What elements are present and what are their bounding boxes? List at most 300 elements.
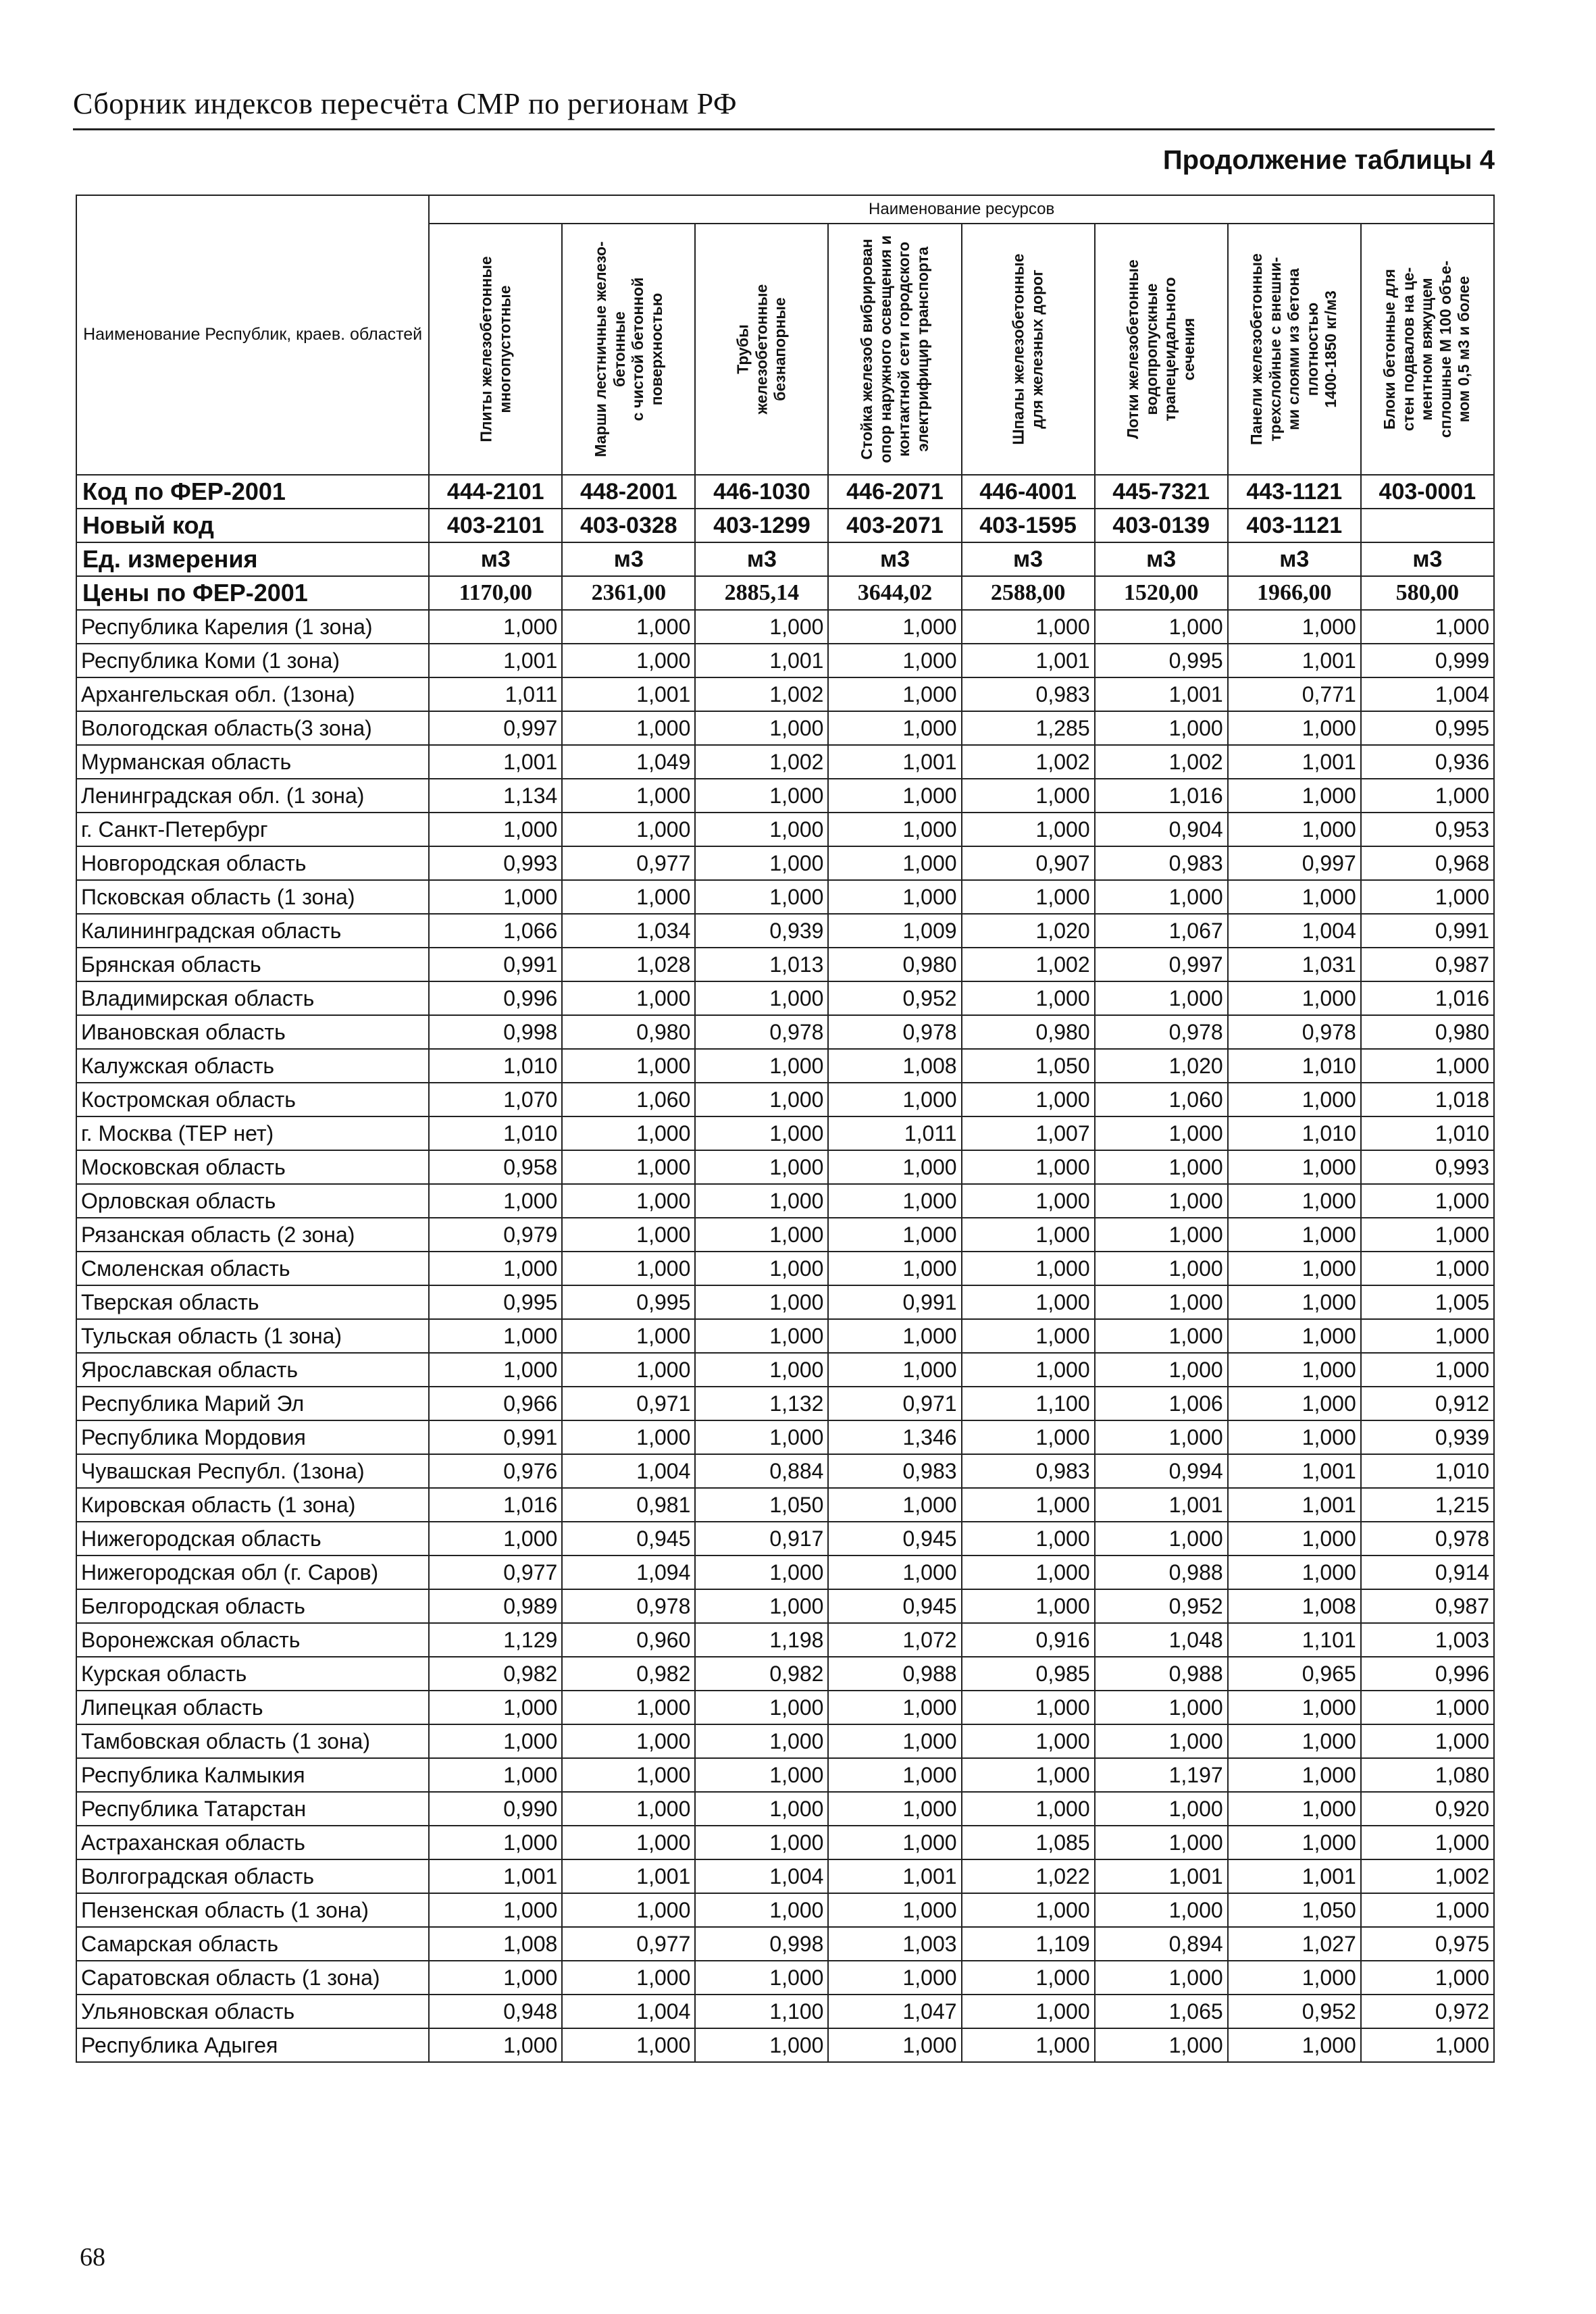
index-value: 0,939 bbox=[1361, 1420, 1494, 1454]
index-value: 1,049 bbox=[562, 745, 695, 779]
index-value: 0,991 bbox=[429, 1420, 562, 1454]
index-value: 1,000 bbox=[429, 1184, 562, 1218]
index-value: 1,000 bbox=[962, 1319, 1095, 1353]
index-value: 1,000 bbox=[1361, 1826, 1494, 1859]
index-value: 1,000 bbox=[1361, 1319, 1494, 1353]
index-value: 1,034 bbox=[562, 914, 695, 948]
index-value: 1,000 bbox=[1095, 1319, 1228, 1353]
index-value: 1,002 bbox=[962, 948, 1095, 981]
table-row bbox=[76, 1826, 1494, 1859]
index-value: 1,000 bbox=[962, 1420, 1095, 1454]
index-value: 1,008 bbox=[1228, 1589, 1361, 1623]
index-value: 1,000 bbox=[828, 1252, 961, 1285]
index-value: 0,978 bbox=[828, 1015, 961, 1049]
index-value: 1,101 bbox=[1228, 1623, 1361, 1657]
table-row bbox=[76, 1792, 1494, 1826]
index-value: 1,010 bbox=[429, 1049, 562, 1083]
index-value: 1,000 bbox=[828, 1150, 961, 1184]
resource-name: Блоки бетонные для стен подвалов на це- ментном вяжущем сплошные М 100 объе- мом 0,5 м3 и более bbox=[1381, 260, 1473, 438]
resource-name: Стойка железоб вибрирован опор наружного освещения и контактной сети городского электрифицир транспорта bbox=[857, 235, 931, 463]
index-value: 1,000 bbox=[429, 1353, 562, 1387]
table-row bbox=[76, 1049, 1494, 1083]
index-value: 0,995 bbox=[1361, 711, 1494, 745]
new-code-cell: 403-2101 bbox=[429, 509, 562, 542]
index-value: 0,771 bbox=[1228, 677, 1361, 711]
index-value: 0,971 bbox=[828, 1387, 961, 1420]
region-name: Ивановская область bbox=[76, 1015, 429, 1049]
index-value: 1,000 bbox=[828, 610, 961, 644]
resource-name: Трубы железобетонные безнапорные bbox=[733, 284, 789, 415]
index-value: 0,991 bbox=[429, 948, 562, 981]
index-value: 0,912 bbox=[1361, 1387, 1494, 1420]
index-value: 1,000 bbox=[1228, 1826, 1361, 1859]
index-value: 1,000 bbox=[695, 1826, 828, 1859]
new-code-cell: 403-0328 bbox=[562, 509, 695, 542]
index-value: 1,005 bbox=[1361, 1285, 1494, 1319]
index-value: 1,000 bbox=[1361, 1184, 1494, 1218]
fer-code-cell: 443-1121 bbox=[1228, 475, 1361, 509]
index-value: 1,000 bbox=[562, 1049, 695, 1083]
table-row bbox=[76, 1083, 1494, 1116]
index-value: 1,000 bbox=[962, 1522, 1095, 1555]
index-value: 1,001 bbox=[1228, 644, 1361, 677]
region-name: Московская область bbox=[76, 1150, 429, 1184]
index-value: 1,000 bbox=[562, 880, 695, 914]
index-value: 0,983 bbox=[962, 1454, 1095, 1488]
index-value: 1,000 bbox=[695, 1218, 828, 1252]
region-name: Новгородская область bbox=[76, 846, 429, 880]
resource-column-header bbox=[962, 224, 1095, 475]
index-value: 1,001 bbox=[1228, 1454, 1361, 1488]
index-value: 1,000 bbox=[695, 1758, 828, 1792]
region-name: Владимирская область bbox=[76, 981, 429, 1015]
table-row bbox=[76, 1927, 1494, 1961]
region-name: Нижегородская обл (г. Саров) bbox=[76, 1555, 429, 1589]
index-value: 0,948 bbox=[429, 1995, 562, 2028]
index-value: 1,000 bbox=[695, 1724, 828, 1758]
index-value: 1,002 bbox=[962, 745, 1095, 779]
header-rule bbox=[73, 128, 1495, 130]
region-name: Архангельская обл. (1зона) bbox=[76, 677, 429, 711]
index-value: 0,996 bbox=[429, 981, 562, 1015]
index-value: 1,004 bbox=[1361, 677, 1494, 711]
index-value: 1,000 bbox=[1228, 1724, 1361, 1758]
index-value: 0,904 bbox=[1095, 813, 1228, 846]
index-value: 1,065 bbox=[1095, 1995, 1228, 2028]
index-value: 1,016 bbox=[1095, 779, 1228, 813]
index-value: 1,000 bbox=[1095, 1420, 1228, 1454]
index-value: 0,936 bbox=[1361, 745, 1494, 779]
index-value: 1,031 bbox=[1228, 948, 1361, 981]
table-row bbox=[76, 914, 1494, 948]
index-value: 0,971 bbox=[562, 1387, 695, 1420]
index-value: 1,000 bbox=[562, 1758, 695, 1792]
index-value: 1,001 bbox=[1095, 1859, 1228, 1893]
index-value: 1,000 bbox=[1228, 1387, 1361, 1420]
index-value: 1,028 bbox=[562, 948, 695, 981]
index-value: 1,000 bbox=[962, 1218, 1095, 1252]
index-value: 1,002 bbox=[695, 745, 828, 779]
index-value: 1,000 bbox=[1361, 2028, 1494, 2062]
index-value: 1,001 bbox=[1228, 745, 1361, 779]
resource-name: Шпалы железобетонные для железных дорог bbox=[1009, 253, 1046, 445]
regional-index-table bbox=[76, 195, 1495, 2063]
index-value: 0,990 bbox=[429, 1792, 562, 1826]
index-value: 0,995 bbox=[429, 1285, 562, 1319]
index-value: 1,000 bbox=[429, 1826, 562, 1859]
price-cell: 1520,00 bbox=[1095, 576, 1228, 610]
table-row bbox=[76, 1015, 1494, 1049]
region-name: Брянская область bbox=[76, 948, 429, 981]
page-header: Сборник индексов пересчёта СМР по регионам РФ bbox=[73, 87, 738, 120]
region-name: Республика Марий Эл bbox=[76, 1387, 429, 1420]
index-value: 1,000 bbox=[962, 1893, 1095, 1927]
price-cell: 2885,14 bbox=[695, 576, 828, 610]
unit-cell: м3 bbox=[828, 542, 961, 576]
index-value: 1,000 bbox=[695, 1083, 828, 1116]
index-value: 1,000 bbox=[429, 1758, 562, 1792]
index-value: 0,978 bbox=[1228, 1015, 1361, 1049]
region-name: Ульяновская область bbox=[76, 1995, 429, 2028]
index-value: 0,997 bbox=[1228, 846, 1361, 880]
index-value: 1,000 bbox=[962, 880, 1095, 914]
index-value: 1,001 bbox=[429, 745, 562, 779]
index-value: 0,916 bbox=[962, 1623, 1095, 1657]
table-row bbox=[76, 1319, 1494, 1353]
index-value: 1,000 bbox=[695, 880, 828, 914]
region-name: Калининградская область bbox=[76, 914, 429, 948]
index-value: 0,998 bbox=[429, 1015, 562, 1049]
index-value: 1,000 bbox=[562, 1184, 695, 1218]
index-value: 1,000 bbox=[828, 1555, 961, 1589]
index-value: 1,094 bbox=[562, 1555, 695, 1589]
index-value: 1,000 bbox=[962, 1724, 1095, 1758]
index-value: 1,004 bbox=[562, 1454, 695, 1488]
index-value: 1,002 bbox=[695, 677, 828, 711]
index-value: 0,997 bbox=[1095, 948, 1228, 981]
index-value: 1,000 bbox=[562, 1826, 695, 1859]
table-row bbox=[76, 1893, 1494, 1927]
index-value: 1,009 bbox=[828, 914, 961, 948]
index-value: 1,000 bbox=[828, 1353, 961, 1387]
index-value: 0,972 bbox=[1361, 1995, 1494, 2028]
index-value: 1,000 bbox=[828, 1488, 961, 1522]
table-row bbox=[76, 1859, 1494, 1893]
index-value: 0,968 bbox=[1361, 846, 1494, 880]
index-value: 1,000 bbox=[562, 644, 695, 677]
index-value: 0,993 bbox=[1361, 1150, 1494, 1184]
fer-code-cell: 445-7321 bbox=[1095, 475, 1228, 509]
index-value: 1,020 bbox=[1095, 1049, 1228, 1083]
index-value: 1,000 bbox=[1228, 1319, 1361, 1353]
table-row bbox=[76, 1623, 1494, 1657]
index-value: 1,000 bbox=[1095, 711, 1228, 745]
index-value: 1,000 bbox=[1228, 1758, 1361, 1792]
index-value: 1,000 bbox=[562, 1319, 695, 1353]
index-value: 1,000 bbox=[1095, 1724, 1228, 1758]
unit-cell: м3 bbox=[1361, 542, 1494, 576]
index-value: 1,060 bbox=[562, 1083, 695, 1116]
region-name: Республика Калмыкия bbox=[76, 1758, 429, 1792]
index-value: 1,016 bbox=[429, 1488, 562, 1522]
index-value: 1,000 bbox=[828, 1961, 961, 1995]
table-continuation-title: Продолжение таблицы 4 bbox=[1162, 145, 1495, 175]
index-value: 1,020 bbox=[962, 914, 1095, 948]
index-value: 1,000 bbox=[1361, 1691, 1494, 1724]
index-value: 1,000 bbox=[429, 1724, 562, 1758]
index-value: 1,000 bbox=[562, 1420, 695, 1454]
region-name: Республика Татарстан bbox=[76, 1792, 429, 1826]
index-value: 1,000 bbox=[695, 1116, 828, 1150]
index-value: 0,983 bbox=[962, 677, 1095, 711]
index-value: 0,960 bbox=[562, 1623, 695, 1657]
region-name: Кировская область (1 зона) bbox=[76, 1488, 429, 1522]
index-value: 1,010 bbox=[1361, 1454, 1494, 1488]
index-value: 1,010 bbox=[429, 1116, 562, 1150]
index-value: 1,000 bbox=[429, 1961, 562, 1995]
index-value: 1,000 bbox=[695, 1961, 828, 1995]
price-cell: 1966,00 bbox=[1228, 576, 1361, 610]
index-value: 1,000 bbox=[1228, 880, 1361, 914]
index-value: 1,022 bbox=[962, 1859, 1095, 1893]
index-value: 1,010 bbox=[1361, 1116, 1494, 1150]
index-value: 1,000 bbox=[828, 1792, 961, 1826]
index-value: 1,000 bbox=[1228, 981, 1361, 1015]
index-value: 1,000 bbox=[1095, 1961, 1228, 1995]
index-value: 1,000 bbox=[562, 779, 695, 813]
index-value: 1,001 bbox=[1095, 1488, 1228, 1522]
index-value: 0,980 bbox=[962, 1015, 1095, 1049]
region-name: Костромская область bbox=[76, 1083, 429, 1116]
index-value: 1,004 bbox=[1228, 914, 1361, 948]
index-value: 1,000 bbox=[695, 1353, 828, 1387]
index-value: 1,004 bbox=[695, 1859, 828, 1893]
index-value: 1,000 bbox=[962, 1691, 1095, 1724]
table-row bbox=[76, 711, 1494, 745]
index-value: 0,983 bbox=[828, 1454, 961, 1488]
index-value: 1,000 bbox=[562, 1218, 695, 1252]
table-row bbox=[76, 813, 1494, 846]
index-value: 1,000 bbox=[962, 1961, 1095, 1995]
table-row bbox=[76, 1961, 1494, 1995]
index-value: 1,000 bbox=[962, 1995, 1095, 2028]
index-value: 0,952 bbox=[1228, 1995, 1361, 2028]
index-value: 0,993 bbox=[429, 846, 562, 880]
table-row bbox=[76, 1555, 1494, 1589]
index-value: 1,000 bbox=[695, 711, 828, 745]
index-value: 1,000 bbox=[962, 779, 1095, 813]
region-name: Нижегородская область bbox=[76, 1522, 429, 1555]
region-name: Смоленская область bbox=[76, 1252, 429, 1285]
index-value: 1,000 bbox=[695, 1184, 828, 1218]
table-row bbox=[76, 1387, 1494, 1420]
table-row bbox=[76, 1116, 1494, 1150]
unit-cell: м3 bbox=[562, 542, 695, 576]
resource-name: Плиты железобетонные многопустотные bbox=[477, 256, 513, 442]
index-value: 1,000 bbox=[1228, 813, 1361, 846]
table-row bbox=[76, 948, 1494, 981]
index-value: 1,198 bbox=[695, 1623, 828, 1657]
fer-code-cell: 448-2001 bbox=[562, 475, 695, 509]
index-value: 0,884 bbox=[695, 1454, 828, 1488]
index-value: 0,975 bbox=[1361, 1927, 1494, 1961]
index-value: 0,979 bbox=[429, 1218, 562, 1252]
index-value: 1,134 bbox=[429, 779, 562, 813]
region-name: Орловская область bbox=[76, 1184, 429, 1218]
region-name: Саратовская область (1 зона) bbox=[76, 1961, 429, 1995]
index-value: 1,001 bbox=[962, 644, 1095, 677]
index-value: 1,000 bbox=[562, 1353, 695, 1387]
index-value: 1,000 bbox=[695, 1420, 828, 1454]
index-value: 1,000 bbox=[562, 711, 695, 745]
unit-cell: м3 bbox=[962, 542, 1095, 576]
region-name: Республика Адыгея bbox=[76, 2028, 429, 2062]
index-value: 1,197 bbox=[1095, 1758, 1228, 1792]
index-value: 1,013 bbox=[695, 948, 828, 981]
index-value: 1,000 bbox=[962, 1589, 1095, 1623]
index-value: 1,000 bbox=[1361, 880, 1494, 914]
index-value: 0,995 bbox=[1095, 644, 1228, 677]
index-value: 1,001 bbox=[1095, 677, 1228, 711]
index-value: 1,000 bbox=[828, 677, 961, 711]
index-value: 1,000 bbox=[1228, 1691, 1361, 1724]
index-value: 1,000 bbox=[695, 779, 828, 813]
index-value: 1,000 bbox=[962, 1083, 1095, 1116]
index-value: 1,000 bbox=[962, 1150, 1095, 1184]
index-value: 0,980 bbox=[562, 1015, 695, 1049]
index-value: 1,050 bbox=[695, 1488, 828, 1522]
new-code-cell: 403-1299 bbox=[695, 509, 828, 542]
index-value: 1,070 bbox=[429, 1083, 562, 1116]
page-number: 68 bbox=[80, 2243, 105, 2271]
index-value: 1,011 bbox=[828, 1116, 961, 1150]
index-value: 1,000 bbox=[1228, 1150, 1361, 1184]
table-row bbox=[76, 1184, 1494, 1218]
region-name: Республика Коми (1 зона) bbox=[76, 644, 429, 677]
index-value: 1,000 bbox=[1095, 1218, 1228, 1252]
table-row bbox=[76, 644, 1494, 677]
index-value: 1,000 bbox=[828, 1083, 961, 1116]
table-row bbox=[76, 1995, 1494, 2028]
table-row bbox=[76, 1252, 1494, 1285]
index-value: 0,939 bbox=[695, 914, 828, 948]
index-value: 1,004 bbox=[562, 1995, 695, 2028]
resource-column-header bbox=[429, 224, 562, 475]
index-value: 1,000 bbox=[695, 1285, 828, 1319]
region-name: Пензенская область (1 зона) bbox=[76, 1893, 429, 1927]
index-value: 1,000 bbox=[1228, 1252, 1361, 1285]
index-value: 1,000 bbox=[429, 1252, 562, 1285]
region-name: г. Москва (ТЕР нет) bbox=[76, 1116, 429, 1150]
index-value: 1,000 bbox=[1228, 711, 1361, 745]
index-value: 1,000 bbox=[429, 1522, 562, 1555]
region-name: Ярославская область bbox=[76, 1353, 429, 1387]
index-value: 1,001 bbox=[1228, 1488, 1361, 1522]
index-value: 0,978 bbox=[1361, 1522, 1494, 1555]
index-value: 1,000 bbox=[562, 1150, 695, 1184]
resource-column-header bbox=[1095, 224, 1228, 475]
region-column-header: Наименование Республик, краев. областей bbox=[76, 195, 429, 475]
index-value: 1,000 bbox=[962, 1555, 1095, 1589]
table-row bbox=[76, 1420, 1494, 1454]
index-value: 0,985 bbox=[962, 1657, 1095, 1691]
index-value: 1,000 bbox=[695, 846, 828, 880]
index-value: 0,988 bbox=[1095, 1555, 1228, 1589]
fer-code-cell: 444-2101 bbox=[429, 475, 562, 509]
index-value: 1,016 bbox=[1361, 981, 1494, 1015]
index-value: 1,000 bbox=[562, 1893, 695, 1927]
index-value: 1,000 bbox=[828, 1218, 961, 1252]
index-value: 1,000 bbox=[562, 1792, 695, 1826]
index-value: 1,001 bbox=[828, 745, 961, 779]
index-value: 0,994 bbox=[1095, 1454, 1228, 1488]
index-value: 1,000 bbox=[1095, 1285, 1228, 1319]
index-value: 1,001 bbox=[562, 677, 695, 711]
index-value: 1,000 bbox=[695, 1555, 828, 1589]
index-value: 0,953 bbox=[1361, 813, 1494, 846]
index-value: 0,998 bbox=[695, 1927, 828, 1961]
index-value: 1,000 bbox=[1361, 1353, 1494, 1387]
index-value: 1,000 bbox=[1228, 2028, 1361, 2062]
table-row bbox=[76, 1724, 1494, 1758]
unit-label: Ед. измерения bbox=[76, 542, 429, 576]
fer-code-cell: 446-4001 bbox=[962, 475, 1095, 509]
region-name: Самарская область bbox=[76, 1927, 429, 1961]
index-value: 1,100 bbox=[962, 1387, 1095, 1420]
index-value: 1,000 bbox=[828, 779, 961, 813]
index-value: 1,000 bbox=[1228, 1420, 1361, 1454]
new-code-cell: 403-0139 bbox=[1095, 509, 1228, 542]
index-value: 0,977 bbox=[562, 846, 695, 880]
index-value: 0,991 bbox=[828, 1285, 961, 1319]
index-value: 1,085 bbox=[962, 1826, 1095, 1859]
table-row bbox=[76, 677, 1494, 711]
index-value: 1,001 bbox=[429, 1859, 562, 1893]
index-value: 1,000 bbox=[1095, 1522, 1228, 1555]
index-value: 1,000 bbox=[429, 1691, 562, 1724]
index-value: 0,982 bbox=[695, 1657, 828, 1691]
table-row bbox=[76, 610, 1494, 644]
index-value: 1,000 bbox=[1228, 1083, 1361, 1116]
index-value: 1,000 bbox=[962, 1488, 1095, 1522]
index-value: 0,914 bbox=[1361, 1555, 1494, 1589]
index-value: 1,003 bbox=[1361, 1623, 1494, 1657]
index-value: 1,000 bbox=[562, 610, 695, 644]
resources-header: Наименование ресурсов bbox=[429, 195, 1494, 224]
index-value: 1,001 bbox=[695, 644, 828, 677]
region-name: Тамбовская область (1 зона) bbox=[76, 1724, 429, 1758]
index-value: 1,000 bbox=[562, 1961, 695, 1995]
index-value: 1,006 bbox=[1095, 1387, 1228, 1420]
index-value: 1,132 bbox=[695, 1387, 828, 1420]
price-label: Цены по ФЕР-2001 bbox=[76, 576, 429, 610]
index-value: 1,000 bbox=[562, 813, 695, 846]
index-value: 1,000 bbox=[962, 610, 1095, 644]
index-value: 1,000 bbox=[1361, 779, 1494, 813]
index-value: 1,002 bbox=[1361, 1859, 1494, 1893]
index-value: 1,000 bbox=[1095, 981, 1228, 1015]
index-value: 1,000 bbox=[962, 1792, 1095, 1826]
table-row bbox=[76, 2028, 1494, 2062]
index-value: 1,000 bbox=[1228, 1218, 1361, 1252]
index-value: 1,000 bbox=[1095, 1184, 1228, 1218]
index-value: 1,000 bbox=[828, 846, 961, 880]
price-cell: 2588,00 bbox=[962, 576, 1095, 610]
index-value: 1,002 bbox=[1095, 745, 1228, 779]
index-value: 1,100 bbox=[695, 1995, 828, 2028]
resource-column-header bbox=[695, 224, 828, 475]
fer-code-cell: 403-0001 bbox=[1361, 475, 1494, 509]
